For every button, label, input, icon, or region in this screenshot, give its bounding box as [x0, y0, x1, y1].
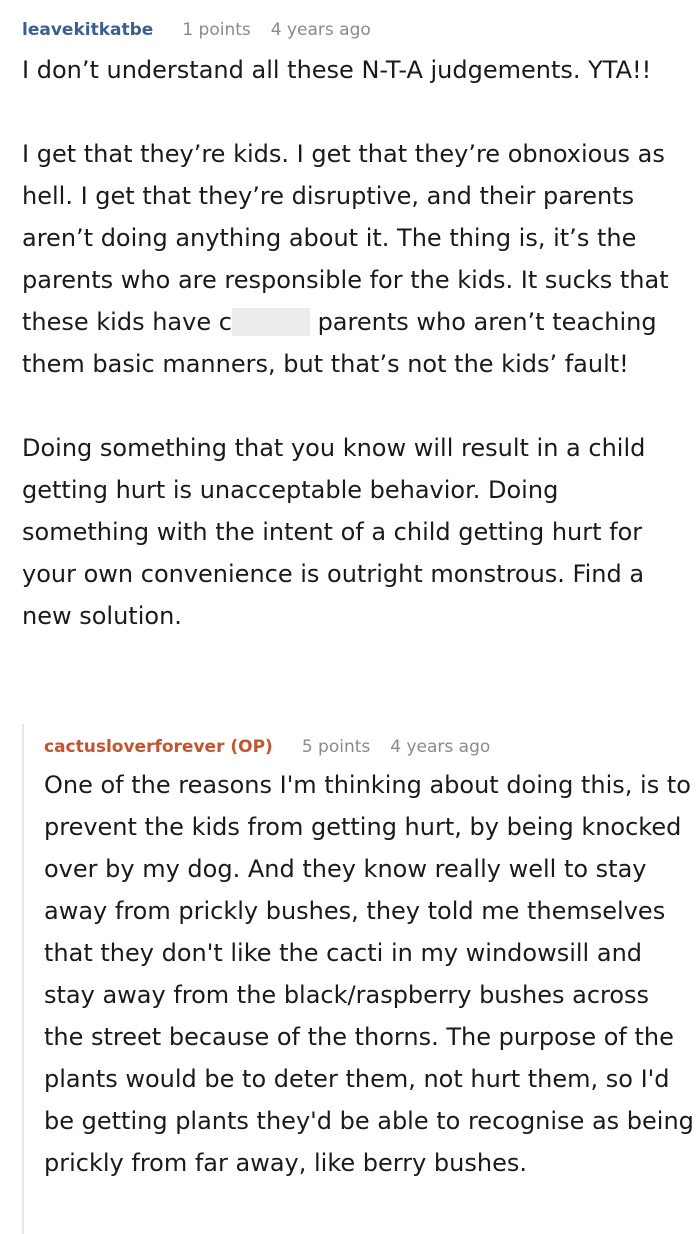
reply-author-link[interactable]: cactusloverforever (OP) — [44, 737, 273, 757]
comment-paragraph-3: Doing something that you know will result in a child getting hurt is unacceptable behavior. Doing something with the intent of a child getting hurt for your own convenience is outright monstrous. Find a new solution. — [22, 434, 646, 630]
comment-author-link[interactable]: leavekitkatbe — [22, 20, 154, 40]
reply-meta — [44, 735, 490, 759]
reply-points: 5 points — [301, 737, 371, 757]
comment-body — [22, 49, 690, 637]
comment-paragraph-2-text-after: parents who aren’t teaching them basic manners, but that’s not the kids’ fault! — [22, 308, 657, 378]
comment-paragraph-2-text-before: I get that they’re kids. I get that they’re obnoxious as hell. I get that they’re disruptive, and their parents aren’t doing anything about it. The thing is, it’s the parents who are responsible for the kids. It sucks that these kids have c — [22, 140, 669, 336]
comment-meta — [22, 18, 371, 42]
reply-timestamp: 4 years ago — [390, 737, 491, 757]
comment-paragraph-1: I don’t understand all these N-T-A judgements. YTA!! — [22, 56, 652, 84]
comment-paragraph-2 — [22, 133, 690, 385]
reply-body: One of the reasons I'm thinking about doing this, is to prevent the kids from getting hurt, by being knocked over by my dog. And they know really well to stay away from prickly bushes, they told me themselves that they don't like the cacti in my windowsill and stay away from the black/raspberry bushes across the street because of the thorns. The purpose of the plants would be to deter them, not hurt them, so I'd be getting plants they'd be able to recognise as being prickly from far away, like berry bushes. — [44, 771, 694, 1177]
reply-comment — [22, 724, 700, 1234]
redacted-word-block — [232, 308, 310, 336]
comment-timestamp: 4 years ago — [270, 20, 371, 40]
comment-points: 1 points — [182, 20, 251, 40]
